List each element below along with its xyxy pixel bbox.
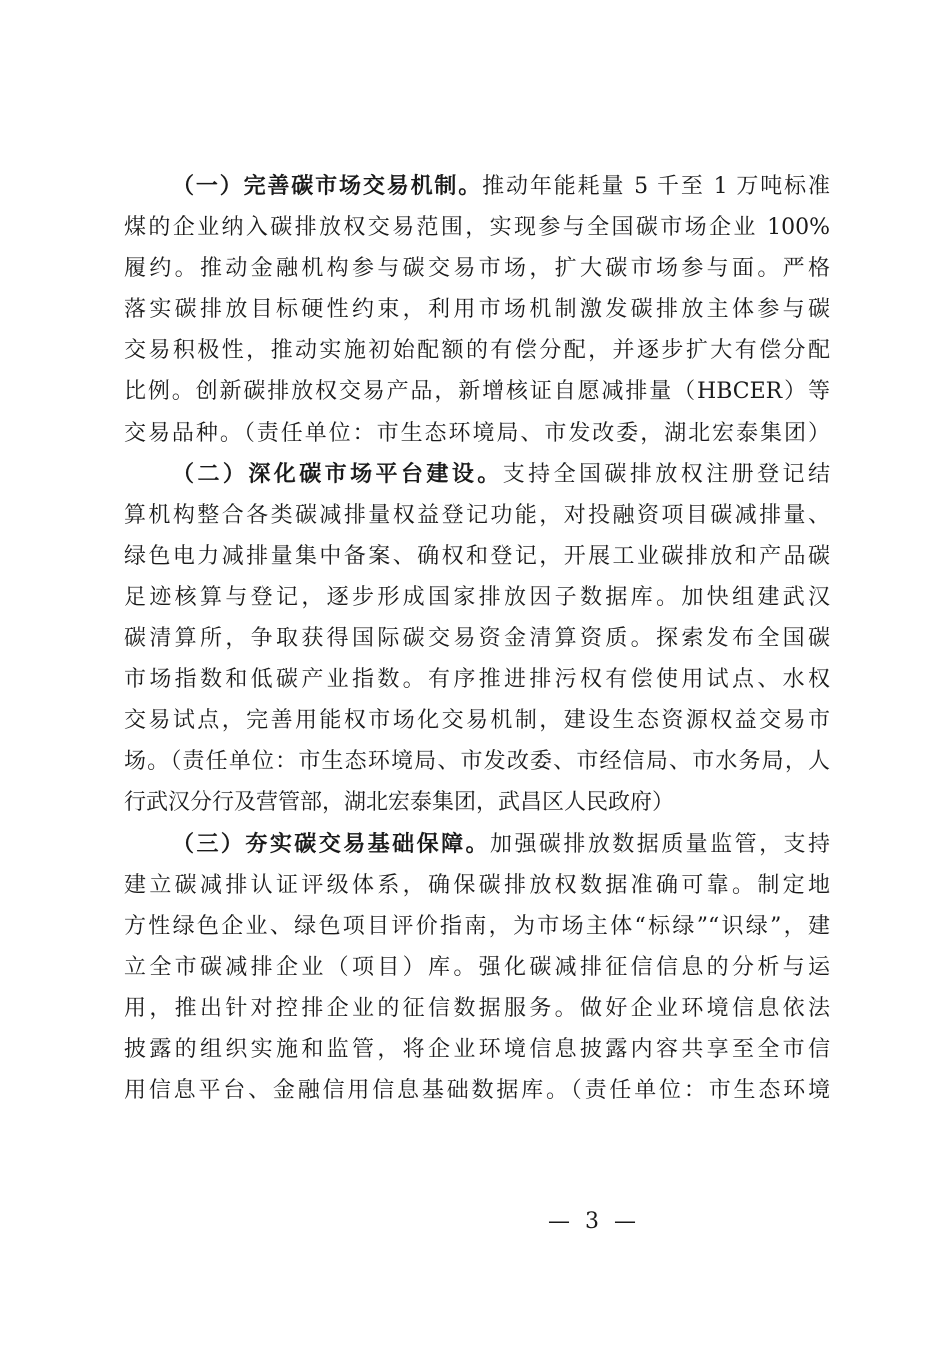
paragraph-line: 足迹核算与登记，逐步形成国家排放因子数据库。加快组建武汉 <box>124 584 830 610</box>
section-3-heading: （三）夯实碳交易基础保障。 <box>172 831 490 857</box>
paragraph-line: 绿色电力减排量集中备案、确权和登记，开展工业碳排放和产品碳 <box>124 543 830 569</box>
paragraph-line: 用信息平台、金融信用信息基础数据库。（责任单位：市生态环境 <box>124 1078 830 1104</box>
section-1-line-1 <box>124 166 830 207</box>
page-number: — 3 — <box>548 1209 640 1234</box>
paragraph-line: 方性绿色企业、绿色项目评价指南，为市场主体“标绿”“识绿”，建 <box>124 913 830 939</box>
paragraph-line: 场。（责任单位：市生态环境局、市发改委、市经信局、市水务局，人 <box>124 749 830 775</box>
section-2-heading: （二）深化碳市场平台建设。 <box>172 461 503 487</box>
paragraph-line: 立全市碳减排企业（项目）库。强化碳减排征信信息的分析与运 <box>124 954 830 980</box>
paragraph-line: 煤的企业纳入碳排放权交易范围，实现参与全国碳市场企业 100% <box>124 215 831 241</box>
paragraph-line: 市场指数和低碳产业指数。有序推进排污权有偿使用试点、水权 <box>124 667 830 693</box>
paragraph-line: 披露的组织实施和监管，将企业环境信息披露内容共享至全市信 <box>124 1036 830 1062</box>
section-3-text: 加强碳排放数据质量监管，支持 <box>490 831 830 857</box>
paragraph-line: 用，推出针对控排企业的征信数据服务。做好企业环境信息依法 <box>124 995 830 1021</box>
paragraph-line: 落实碳排放目标硬性约束，利用市场机制激发碳排放主体参与碳 <box>124 297 830 323</box>
paragraph-line: 建立碳减排认证评级体系，确保碳排放权数据准确可靠。制定地 <box>124 872 830 898</box>
section-1-text: 推动年能耗量 5 千至 1 万吨标准 <box>482 174 830 199</box>
body-text <box>124 166 830 1111</box>
paragraph-line: 行武汉分行及营管部，湖北宏泰集团，武昌区人民政府） <box>124 790 675 816</box>
paragraph-line: 比例。创新碳排放权交易产品，新增核证自愿减排量（HBCER）等 <box>124 379 830 405</box>
paragraph-line: 交易积极性，推动实施初始配额的有偿分配，并逐步扩大有偿分配 <box>124 338 830 364</box>
paragraph-line: 交易品种。（责任单位：市生态环境局、市发改委，湖北宏泰集团） <box>124 420 830 446</box>
section-3-line-1 <box>124 824 830 865</box>
paragraph-line: 碳清算所，争取获得国际碳交易资金清算资质。探索发布全国碳 <box>124 626 830 652</box>
section-2-line-1 <box>124 454 830 495</box>
paragraph-line: 交易试点，完善用能权市场化交易机制，建设生态资源权益交易市 <box>124 708 830 734</box>
paragraph-line: 算机构整合各类碳减排量权益登记功能，对投融资项目碳减排量、 <box>124 502 830 528</box>
section-2-text: 支持全国碳排放权注册登记结 <box>502 461 830 487</box>
paragraph-line: 履约。推动金融机构参与碳交易市场，扩大碳市场参与面。严格 <box>124 256 830 282</box>
section-1-heading: （一）完善碳市场交易机制。 <box>172 174 483 199</box>
